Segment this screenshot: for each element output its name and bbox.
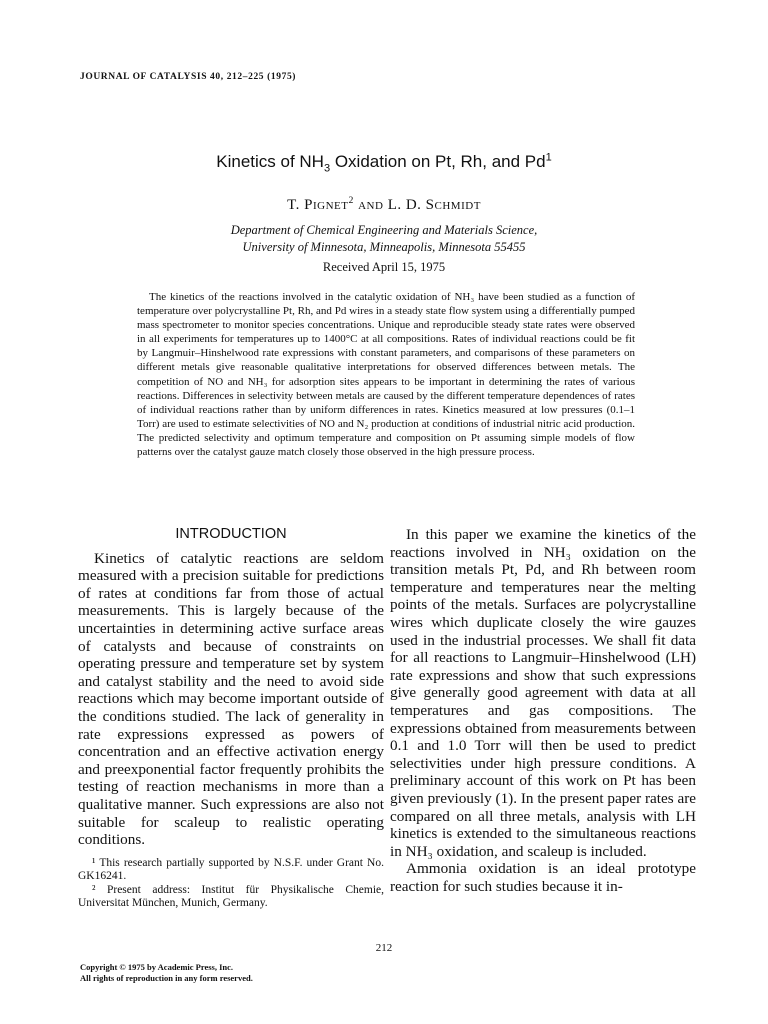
affiliation <box>0 222 768 256</box>
page-number: 212 <box>375 942 393 954</box>
authors <box>0 197 768 214</box>
copyright-line-1: Copyright © 1975 by Academic Press, Inc. <box>80 962 234 972</box>
title-footnote-mark: 1 <box>545 151 552 164</box>
section-heading-introduction: INTRODUCTION <box>175 526 287 542</box>
title-main: Kinetics of NH <box>216 152 324 171</box>
copyright-notice <box>80 962 253 984</box>
affiliation-line-2: University of Minnesota, Minneapolis, Minnesota 55455 <box>242 240 526 254</box>
title-rest: Oxidation on Pt, Rh, and Pd <box>330 152 546 171</box>
intro-paragraph-2: In this paper we examine the kinetics of the reactions involved in NH₃ oxidation on the transition metals Pt, Pd, and Rh between room temperature and temperatures near the melting points of the metals. Surfaces are polycrystalline wires which duplicate closely the wire gauzes used in the industrial processes. We shall fit data for all reactions to Langmuir–Hinshelwood (LH) rate expressions and show that such expressions give generally good agreement with data at all temperatures and gas compositions. The expressions obtained from measurements between 0.1 and 1.0 Torr will then be used to predict selectivities under high pressure conditions. A preliminary account of this work on Pt has been given previously (1). In the present paper rates are compared on all three metals, analysis with LH kinetics is extended to the simultaneous reactions in NH₃ oxidation, and scaleup is included. <box>390 526 696 860</box>
author-conjunction: and <box>353 197 388 213</box>
right-column <box>390 526 696 895</box>
intro-paragraph-3: Ammonia oxidation is an ideal prototype reaction for such studies because it in- <box>390 860 696 895</box>
left-column <box>78 526 384 911</box>
footnote-1: ¹ This research partially supported by N.S.F. under Grant No. GK16241. <box>78 856 384 883</box>
copyright-line-2: All rights of reproduction in any form reserved. <box>80 973 253 983</box>
footnotes <box>78 857 384 911</box>
author-1: T. Pignet <box>287 197 349 213</box>
affiliation-line-1: Department of Chemical Engineering and Materials Science, <box>230 223 538 237</box>
journal-header: JOURNAL OF CATALYSIS 40, 212–225 (1975) <box>80 72 297 82</box>
paper-title <box>0 151 768 175</box>
author-2: L. D. Schmidt <box>387 197 481 213</box>
title-subscript: 3 <box>323 162 331 175</box>
abstract <box>137 290 635 459</box>
intro-paragraph-1: Kinetics of catalytic reactions are seldom measured with a precision suitable for predictions of rates at conditions far from those of actual measurements. This is largely because of the uncertainties in determining active surface areas of catalysts and because of constraints on operating pressure and temperature set by system and catalyst stability and the need to avoid side reactions which may become important outside of the conditions studied. The lack of generality in rate expressions expressed as powers of concentration and an effective activation energy and preexponential factor frequently prohibits the testing of reaction mechanisms in more than a qualitative manner. Such expressions are also not suitable for scaleup to realistic operating conditions. <box>78 549 384 849</box>
footnote-2: ² Present address: Institut für Physikalische Chemie, Universitat München, Munich, Germany. <box>78 883 384 910</box>
abstract-text: The kinetics of the reactions involved in the catalytic oxidation of NH₃ have been studied as a function of temperature over polycrystalline Pt, Rh, and Pd wires in a steady state flow system using a differentially pumped mass spectrometer to monitor species concentrations. Unique and reproducible steady state rates were observed in all experiments for temperatures up to 1400°C at all compositions. Rates of individual reactions could be fit by Langmuir–Hinshelwood rate expressions with constant parameters, and comparisons of these parameters on different metals give reasonable qualitative interpretations for observed differences between metals. The competition of NO and NH₃ for adsorption sites appears to be important in determining the rates of various reactions. Differences in selectivity between metals are caused by the different temperature dependences of rates of individual reactions rather than by uniform differences in rates. Kinetics measured at low pressures (0.1–1 Torr) are used to estimate selectivities of NO and N₂ production at conditions of industrial nitric acid production. The predicted selectivity and optimum temperature and composition on Pt assuming simple models of flow patterns over the catalyst gauze match closely those observed in the high pressure process. <box>137 291 635 459</box>
received-date: Received April 15, 1975 <box>322 260 446 274</box>
author-1-footnote-mark: 2 <box>348 195 354 206</box>
